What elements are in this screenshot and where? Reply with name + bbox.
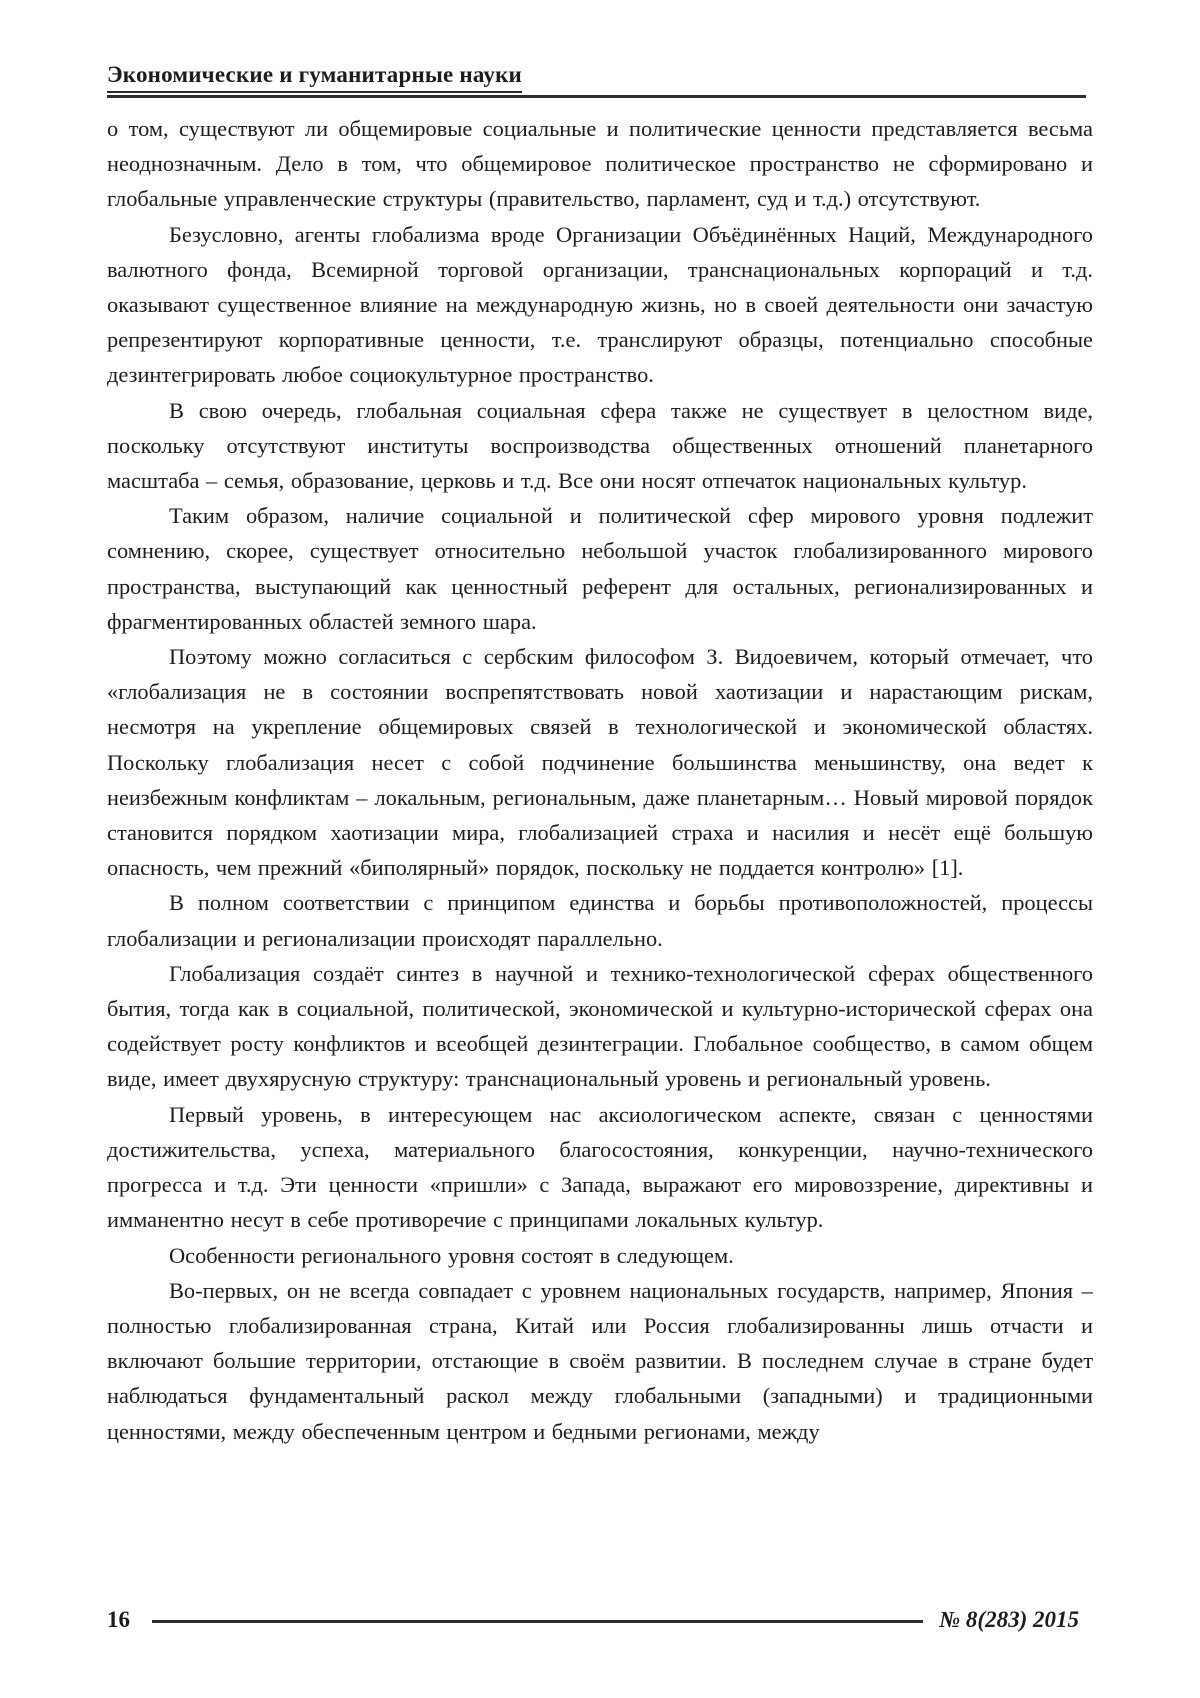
- paragraph: Безусловно, агенты глобализма вроде Организации Объёдинённых Наций, Международного валютного фонда, Всемирной торговой организации, транснациональных корпораций и т.д. оказывают существенное влияние на международную жизнь, но в своей деятельности они зачастую репрезентируют корпоративные ценности, т.е. транслируют образцы, потенциально способные дезинтегрировать любое социокультурное пространство.: [107, 221, 1093, 388]
- footer-rule: [152, 1620, 923, 1623]
- issue-label: № 8(283) 2015: [939, 1607, 1079, 1632]
- paragraph: Во-первых, он не всегда совпадает с уровнем национальных государств, например, Япония – полностью глобализированная страна, Китай или Россия глобализированны лишь отчасти и включают большие территории, отстающие в своём развитии. В последнем случае в стране будет наблюдаться фундаментальный раскол между глобальными (западными) и традиционными ценностями, между обеспеченным центром и бедными регионами, между: [107, 1277, 1093, 1444]
- paragraph: Глобализация создаёт синтез в научной и технико-технологической сферах общественного бытия, тогда как в социальной, политической, экономической и культурно-исторической сферах она содействует росту конфликтов и всеобщей дезинтеграции. Глобальное сообщество, в самом общем виде, имеет двухярусную структуру: транснациональный уровень и региональный уровень.: [107, 960, 1093, 1092]
- paragraph: В свою очередь, глобальная социальная сфера также не существует в целостном виде, поскольку отсутствуют институты воспроизводства общественных отношений планетарного масштаба – семья, образование, церковь и т.д. Все они носят отпечаток национальных культур.: [107, 397, 1093, 494]
- running-footer: [107, 1600, 1079, 1640]
- paragraph: Таким образом, наличие социальной и политической сфер мирового уровня подлежит сомнению, скорее, существует относительно небольшой участок глобализированного мирового пространства, выступающий как ценностный референт для остальных, регионализированных и фрагментированных областей земного шара.: [107, 503, 1093, 634]
- article-body: [107, 111, 1093, 1593]
- page-number: 16: [107, 1607, 130, 1632]
- paragraph: В полном соответствии с принципом единства и борьбы противоположностей, процессы глобализации и регионализации происходят параллельно.: [107, 890, 1093, 951]
- paragraph: о том, существуют ли общемировые социальные и политические ценности представляется весьма неоднозначным. Дело в том, что общемировое политическое пространство не сформировано и глобальные управленческие структуры (правительство, парламент, суд и т.д.) отсутствуют.: [107, 116, 1093, 212]
- running-header-title: Экономические и гуманитарные науки: [107, 62, 522, 93]
- running-header: [107, 62, 1086, 98]
- paragraph: Поэтому можно согласиться с сербским философом З. Видоевичем, который отмечает, что «глобализация не в состоянии воспрепятствовать новой хаотизации и нарастающим рискам, несмотря на укрепление общемировых связей в технологической и экономической областях. Поскольку глобализация несет с собой подчинение большинства меньшинству, она ведет к неизбежным конфликтам – локальным, региональным, даже планетарным… Новый мировой порядок становится порядком хаотизации мира, глобализацией страха и насилия и несёт ещё большую опасность, чем прежний «биполярный» порядок, поскольку не поддается контролю» [1].: [107, 644, 1093, 881]
- paragraph: Особенности регионального уровня состоят в следующем.: [169, 1242, 734, 1268]
- paragraph: Первый уровень, в интересующем нас аксиологическом аспекте, связан с ценностями достижительства, успеха, материального благосостояния, конкуренции, научно-технического прогресса и т.д. Эти ценности «пришли» с Запада, выражают его мировоззрение, директивны и имманентно несут в себе противоречие с принципами локальных культур.: [107, 1101, 1093, 1233]
